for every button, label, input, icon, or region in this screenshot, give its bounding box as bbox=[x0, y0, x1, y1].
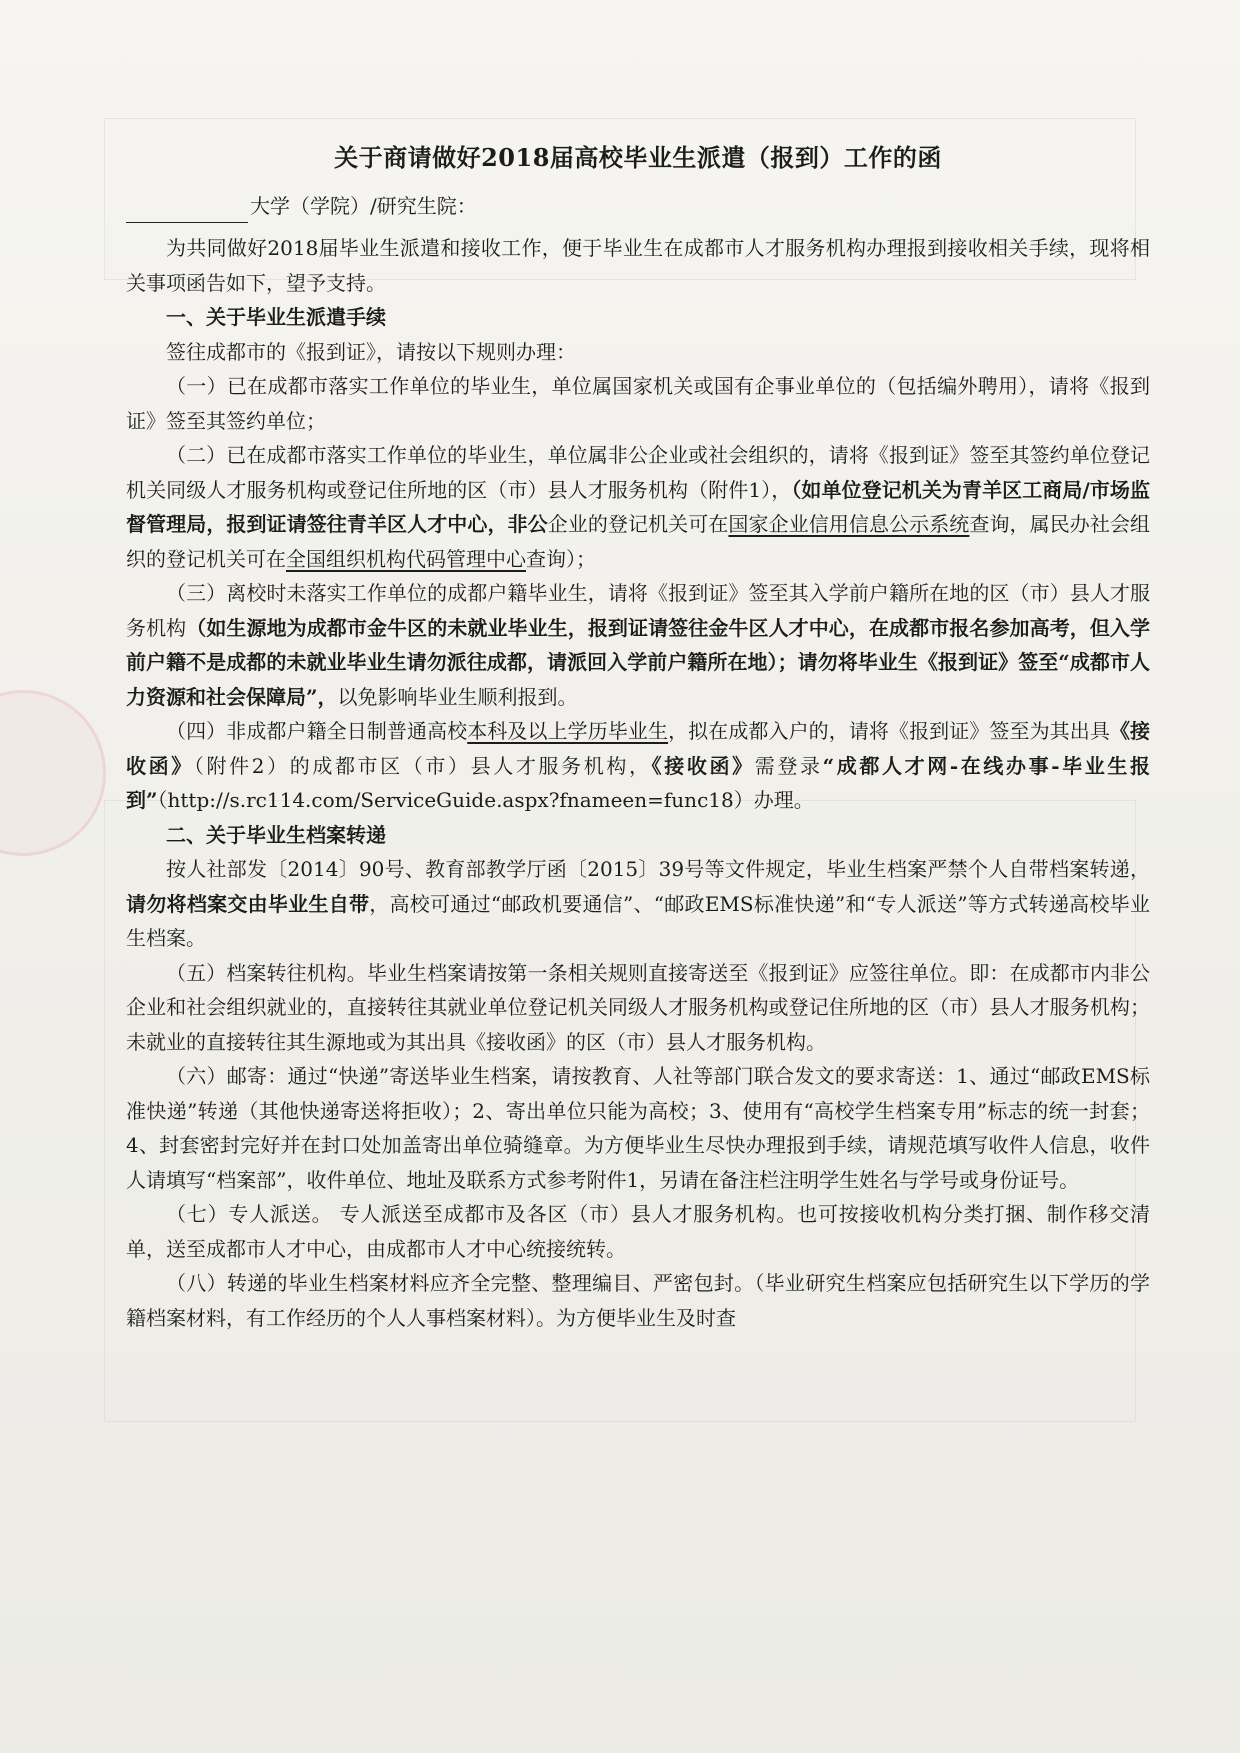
item-4-bold-site: “成都人才网-在线办事-毕业生报到” bbox=[126, 753, 1151, 812]
section-2-intro-c: ，高校可通过“邮政机要通信”、“邮政EMS标准快递”和“专人派送”等方式转递高校毕业生档案。 bbox=[126, 891, 1150, 950]
item-3-text-a: （三）离校时未落实工作单位的成都户籍毕业生，请将《报到证》签至其入学前户籍所在地的区（市）县人才服务机构 bbox=[126, 581, 1150, 640]
section-2-heading: 二、关于毕业生档案转递 bbox=[166, 822, 386, 847]
item-4-bold-letter-2: 《接收函》 bbox=[651, 753, 755, 778]
item-4 bbox=[126, 714, 1150, 818]
item-4-text-g: 需登录 bbox=[754, 753, 823, 778]
section-2-intro-bold: 请勿将档案交由毕业生自带 bbox=[126, 891, 370, 916]
item-3-bold-note: （如生源地为成都市金牛区的未就业毕业生，报到证请签往金牛区人才中心，在成都市报名参加高考，但入学前户籍不是成都的未就业毕业生请勿派往成都，请派回入学前户籍所在地）；请勿将毕业生《报到证》签至“成都市人力资源和社会保障局”， bbox=[126, 615, 1151, 709]
salutation bbox=[126, 189, 1150, 223]
section-2-intro-a: 按人社部发〔2014〕90号、教育部教学厅函〔2015〕39号等文件规定，毕业生档案严禁个人自带档案转递， bbox=[166, 857, 1150, 881]
item-4-bold-letter-1: 《接收函》 bbox=[126, 719, 1151, 778]
item-2-bold-note: （如单位登记机关为青羊区工商局/市场监督管理局，报到证请签往青羊区人才中心，非公 bbox=[126, 477, 1150, 536]
org-code-center-link[interactable]: 全国组织机构代码管理中心 bbox=[286, 546, 526, 571]
intro-paragraph: 为共同做好2018届毕业生派遣和接收工作，便于毕业生在成都市人才服务机构办理报到接收相关手续，现将相关事项函告如下，望予支持。 bbox=[126, 236, 1150, 295]
item-3-text-c: 以免影响毕业生顺利报到。 bbox=[337, 684, 578, 709]
section-1-lead: 签往成都市的《报到证》，请按以下规则办理： bbox=[166, 339, 576, 364]
item-5: （五）档案转往机构。毕业生档案请按第一条相关规则直接寄送至《报到证》应签往单位。即：在成都市内非公企业和社会组织就业的，直接转往其就业单位登记机关同级人才服务机构或登记住所地的区（市）县人才服务机构；未就业的直接转往其生源地或为其出具《接收函》的区（市）县人才服务机构。 bbox=[126, 960, 1150, 1054]
item-6: （六）邮寄：通过“快递”寄送毕业生档案，请按教育、人社等部门联合发文的要求寄送：1、通过“邮政EMS标准快递”转递（其他快递寄送将拒收）；2、寄出单位只能为高校；3、使用有“高校学生档案专用”标志的统一封套；4、封套密封完好并在封口处加盖寄出单位骑缝章。为方便毕业生尽快办理报到手续，请规范填写收件人信息，收件人请填写“档案部”，收件单位、地址及联系方式参考附件1，另请在备注栏注明学生姓名与学号或身份证号。 bbox=[126, 1064, 1150, 1192]
item-4-url-text: （http://s.rc114.com/ServiceGuide.aspx?fnameen=func18）办理。 bbox=[157, 788, 814, 812]
item-8: （八）转递的毕业生档案材料应齐全完整、整理编目、严密包封。（毕业研究生档案应包括研究生以下学历的学籍档案材料，有工作经历的个人人事档案材料）。为方便毕业生及时查 bbox=[126, 1271, 1150, 1330]
section-1-heading: 一、关于毕业生派遣手续 bbox=[166, 305, 386, 329]
letter-body bbox=[126, 138, 1150, 1335]
section-2-intro bbox=[126, 852, 1150, 956]
item-3 bbox=[126, 576, 1150, 714]
item-4-text-c: ，拟在成都入户的，请将《报到证》签至为其出具 bbox=[668, 719, 1110, 743]
item-2-text-g: 查询）； bbox=[526, 546, 596, 571]
item-2-text-a: （二）已在成都市落实工作单位的毕业生，单位属非公企业或社会组织的，请将《报到证》签至其签约单位登记机关同级人才服务机构或登记住所地的区（市）县人才服务机构（附件1）， bbox=[126, 443, 1150, 502]
item-1: （一）已在成都市落实工作单位的毕业生，单位属国家机关或国有企事业单位的（包括编外聘用），请将《报到证》签至其签约单位； bbox=[126, 374, 1150, 433]
item-2-text-e: 查询，属民办社会组织的登记机关可在 bbox=[126, 512, 1151, 571]
item-7: （七）专人派送。 专人派送至成都市及各区（市）县人才服务机构。也可按接收机构分类打捆、制作移交清单，送至成都市人才中心，由成都市人才中心统接统转。 bbox=[126, 1202, 1150, 1261]
item-2 bbox=[126, 438, 1150, 576]
letter-title: 关于商请做好2018届高校毕业生派遣（报到）工作的函 bbox=[334, 143, 942, 172]
item-4-underlined: 本科及以上学历毕业生 bbox=[467, 719, 669, 743]
stamp-bleed-through bbox=[0, 690, 106, 856]
item-4-text-e: （附件2）的成都市区（市）县人才服务机构， bbox=[193, 753, 652, 778]
enterprise-credit-system-link[interactable]: 国家企业信用信息公示系统 bbox=[728, 512, 970, 536]
item-4-text-a: （四）非成都户籍全日制普通高校 bbox=[166, 719, 468, 743]
university-blank-line bbox=[126, 200, 248, 223]
item-2-text-c: 企业的登记机关可在 bbox=[547, 512, 729, 536]
salutation-text: 大学（学院）/研究生院： bbox=[250, 194, 477, 218]
